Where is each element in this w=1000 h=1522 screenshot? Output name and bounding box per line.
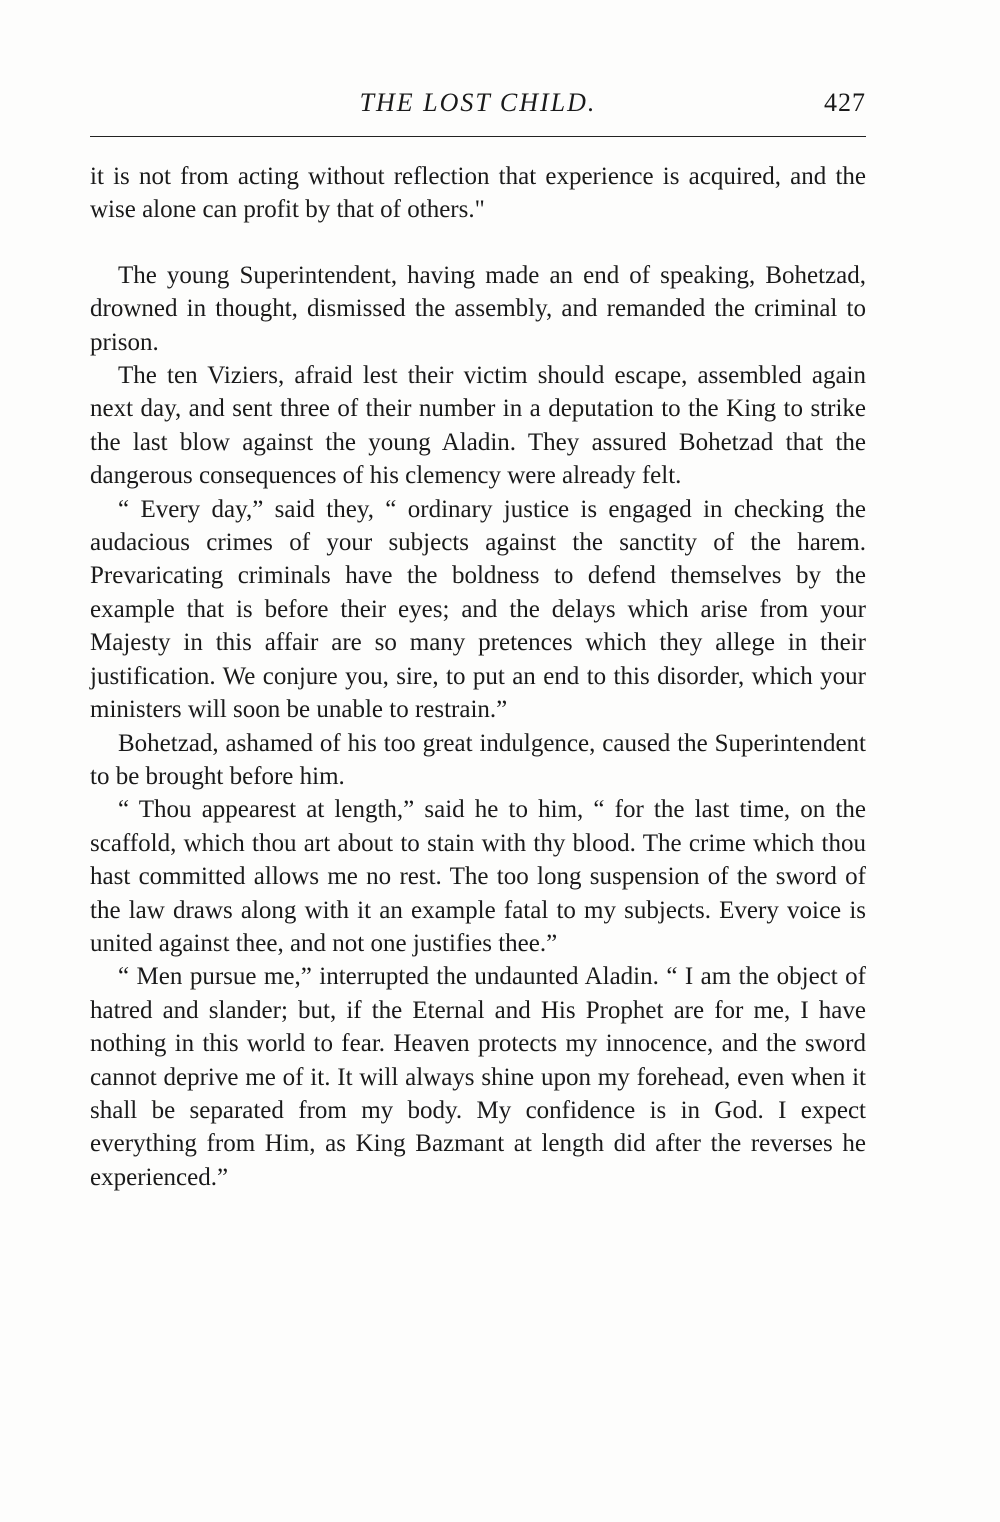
running-title: THE LOST CHILD. <box>359 88 597 117</box>
header-rule <box>90 136 866 137</box>
paragraph: “ Men pursue me,” interrupted the undaunted Aladin. “ I am the object of hatred and slander; but, if the Eternal and His Prophet are for me, I have nothing in this world to fear. Heaven protects my innocence, and the sword cannot deprive me of it. It will always shine upon my forehead, even when it shall be separated from my body. My confidence is in God. I expect everything from Him, as King Bazmant at length did after the reverses he experienced.” <box>90 963 866 1191</box>
running-head <box>90 82 866 122</box>
paragraph: “ Every day,” said they, “ ordinary justice is engaged in checking the audacious crimes of your subjects against the sanctity of the harem. Prevaricating criminals have the boldness to defend themselves by the example that is before their eyes; and the delays which arise from your Majesty in this affair are so many pretences which they allege in their justification. We conjure you, sire, to put an end to this disorder, which your ministers will soon be unable to restrain.” <box>90 495 866 724</box>
paragraph: Bohetzad, ashamed of his too great indulgence, caused the Superintendent to be brought before him. <box>90 729 866 790</box>
body-text <box>90 160 866 1194</box>
paragraph: The ten Viziers, afraid lest their victim should escape, assembled again next day, and sent three of their number in a deputation to the King to strike the last blow against the young Aladin. They assured Bohetzad that the dangerous consequences of his clemency were already felt. <box>90 362 866 490</box>
paragraph: “ Thou appearest at length,” said he to him, “ for the last time, on the scaffold, which thou art about to stain with thy blood. The crime which thou hast committed allows me no rest. The too long suspension of the sword of the law draws along with it an example fatal to my subjects. Every voice is united against thee, and not one justifies thee.” <box>90 796 866 957</box>
paragraph-continuation: it is not from acting without reflection that experience is acquired, and the wise alone can profit by that of others." <box>90 163 866 224</box>
page-number: 427 <box>824 88 866 117</box>
paragraph: The young Superintendent, having made an end of speaking, Bohetzad, drowned in thought, dismissed the assembly, and remanded the criminal to prison. <box>90 261 866 356</box>
